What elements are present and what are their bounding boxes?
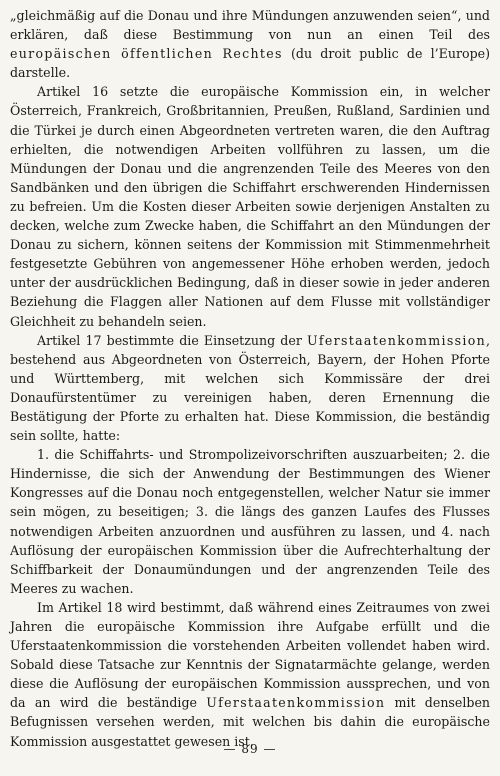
spaced-emphasis-text: europäischen öffentlichen Rechtes <box>10 46 283 62</box>
paragraph <box>10 331 490 446</box>
paragraph-text: Im Artikel 18 wird bestimmt, daß während eines Zeitraumes von zwei Jahren die europäische Kommission ihre Aufgabe erfüllt und die Uferstaatenkommission die vorstehenden Arbeiten vollendet haben wird. Sobald diese Tatsache zur Kenntnis der Signatarmächte gelange, werden diese die Auflösung der europäischen Kommission aussprechen, und von da an wird die beständige <box>10 599 490 711</box>
paragraph-text: „gleichmäßig auf die Donau und ihre Mündungen anzuwenden seien“, und erklären, daß diese Bestimmung von nun an einen Teil des <box>10 8 490 43</box>
spaced-emphasis-text: Uferstaatenkommission <box>307 332 486 348</box>
paragraph-text: 1. die Schiffahrts- und Strompolizeivorschriften auszuarbeiten; 2. die Hindernisse, die sich der Anwendung der Bestimmungen des Wiener Kongresses auf die Donau noch entgegenstellen, welcher Natur sie immer sein mögen, zu beseitigen; 3. die längs des ganzen Laufes des Flusses notwendigen Arbeiten anzuordnen und ausführen zu lassen, und 4. nach Auflösung der europäischen Kommission über die Aufrechterhaltung der Schiffbarkeit der Donaumündungen und der angrenzenden Teile des Meeres zu wachen. <box>10 447 490 596</box>
paragraph <box>10 6 490 82</box>
paragraph <box>10 445 490 598</box>
paragraph <box>10 82 490 330</box>
paragraph-text: , bestehend aus Abgeordneten von Österreich, Bayern, der Hohen Pforte und Württemberg, mit welchen sich Kommissäre der drei Donaufürstentümer zu vereinigen haben, deren Ernennung die Bestätigung der Pforte zu erhalten hat. Diese Kommission, die beständig sein sollte, hatte: <box>10 332 490 444</box>
paragraph <box>10 598 490 751</box>
paragraph-text: mit denselben Befugnissen versehen werden, mit welchen bis dahin die europäische Kommission ausgestattet gewesen ist. <box>10 695 491 749</box>
paragraph-text: (du droit public de l’Europe) darstelle. <box>10 46 491 81</box>
page-number: — 89 — <box>223 742 277 756</box>
paragraph-text: Artikel 17 bestimmte die Einsetzung der <box>37 332 307 348</box>
spaced-emphasis-text: Uferstaatenkommission <box>206 695 386 711</box>
body-text <box>10 6 490 751</box>
paragraph-text: Artikel 16 setzte die europäische Kommission ein, in welcher Österreich, Frankreich, Großbritannien, Preußen, Rußland, Sardinien und die Türkei je durch einen Abgeordneten vertreten waren, die den Auftrag erhielten, die notwendigen Arbeiten vollführen zu lassen, um die Mündungen der Donau und die angrenzenden Teile des Meeres von den Sandbänken und den übrigen die Schiffahrt erschwerenden Hindernissen zu befreien. Um die Kosten dieser Arbeiten sowie derjenigen Anstalten zu decken, welche zum Zwecke haben, die Schiffahrt an den Mündungen der Donau zu sichern, können seitens der Kommission mit Stimmenmehrheit festgesetzte Gebühren von angemessener Höhe erhoben werden, jedoch unter der ausdrücklichen Bedingung, daß in dieser sowie in jeder anderen Beziehung die Flaggen aller Nationen auf dem Flusse mit vollständiger Gleichheit zu behandeln seien. <box>10 84 490 329</box>
